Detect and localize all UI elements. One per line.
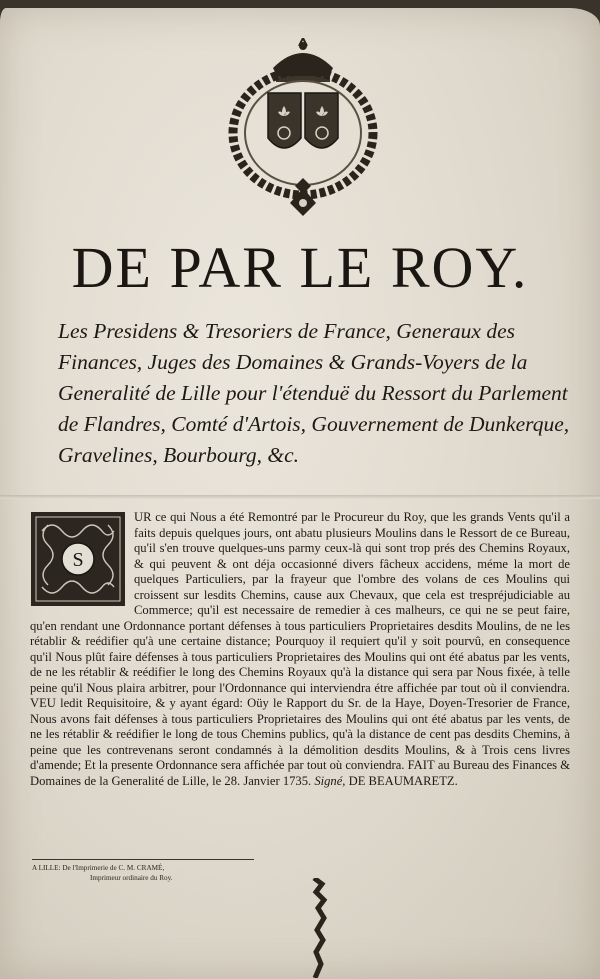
body-part-2: ledit Requisitoire, & y ayant égard: Oüy le Rapport du Sr. de la Haye, Doyen-Tresorier de France, Nous avons fait défenses à tous particuliers Proprietaires des Moulins qui ont été abatus par les vents, de ne les rétablir & reédifier le long de tous Chemins publics, qu'à la distance de cent pas desdits Chemins, à peine que les contrevenans seront condamnés à la démolition desdits Moulins, & à Trois cens livres d'amende; Et la presente Ordonnance sera affichée par tout où conviendra. bbox=[30, 696, 570, 772]
body-part-1: UR ce qui Nous a été Remontré par le Procureur du Roy, que les grands Vents qu'il a faits depuis quelques jours, ont abatu plusieurs Moulins dans le Ressort de ce Bureau, qu'il s'en trouve quelques-uns parmy ceux-là qui sont trop prés des Chemins Royaux, & qui peuvent & ont déja occasionné divers fâcheux accidens, méme la mort de quelques Particuliers, par la frayeur que l'ombre des volans de ces Moulins qui croissent sur lesdits Chemins, cause aux Chevaux, que cela est trespréjudiciable au Commerce; qu'il est necessaire de remedier à ces malheurs, ce qui ne se peut faire, qu'en rendant une Ordonnance portant défenses à tous particuliers Proprietaires desdits Moulins, de ne les rétablir & reédifier qu'à une certaine distance; Pourquoy il requiert qu'il y soit pourvû, en consequence qu'il Nous plût faire défenses à tous particuliers Proprietaires des Moulins qui ont été abatus par les vents, de ne les rétablir & reédifier le long des Chemins Royaux qu'à la distance qui sera par Nous fixée, à telle peine qu'il Nous plaira arbitrer, pour l'Ordonnance qui interviendra étre affichée par tout où il conviendra. bbox=[30, 510, 570, 695]
poster-sheet bbox=[0, 8, 600, 979]
proclamation-subtitle: Les Presidens & Tresoriers de France, Generaux des Finances, Juges des Domaines & Grands-Voyers de la Generalité de Lille pour l'étenduë du Ressort du Parlement de Flandres, Comté d'Artois, Gouvernement de Dunkerque, Gravelines, Bourbourg, &c. bbox=[58, 319, 570, 467]
drop-cap-letter: S bbox=[72, 549, 84, 571]
imprint-line-2: Imprimeur ordinaire du Roy. bbox=[90, 874, 173, 882]
paper-tear bbox=[308, 878, 330, 978]
drop-cap-space bbox=[30, 510, 134, 606]
veu-label: VEU bbox=[30, 696, 56, 710]
signature: DE BEAUMARETZ. bbox=[348, 773, 458, 788]
royal-coat-of-arms-icon bbox=[228, 38, 378, 218]
body-part-3: au Bureau des Finances & Domaines de la Generalité de Lille, le 28. Janvier 1735. bbox=[30, 758, 571, 788]
signe-label: Signé, bbox=[314, 773, 346, 788]
paper-fold bbox=[0, 495, 600, 499]
printer-imprint bbox=[32, 863, 292, 883]
imprint-line-1: A LILLE: De l'Imprimerie de C. M. CRAMÉ, bbox=[32, 864, 165, 872]
proclamation-title: DE PAR LE ROY. bbox=[71, 235, 529, 300]
imprint-rule bbox=[32, 859, 254, 860]
fait-label: FAIT bbox=[407, 758, 435, 772]
proclamation-body bbox=[30, 510, 570, 789]
